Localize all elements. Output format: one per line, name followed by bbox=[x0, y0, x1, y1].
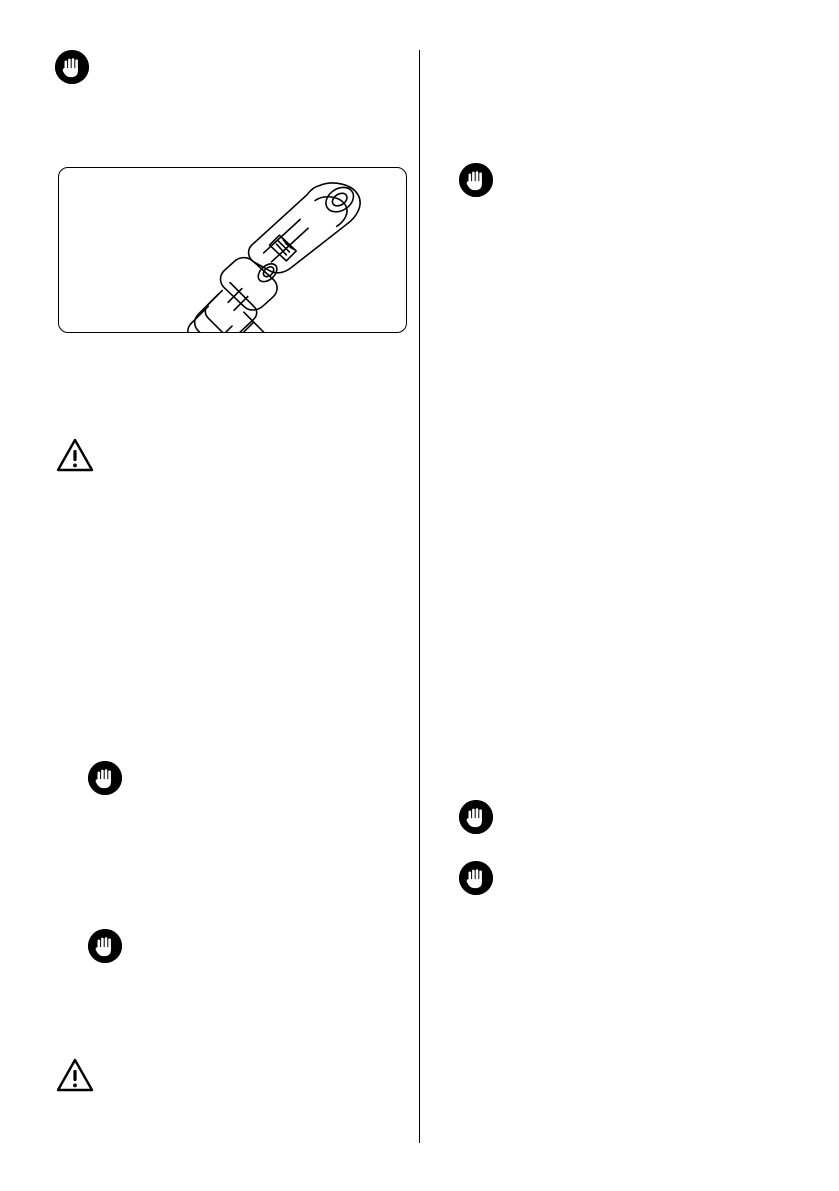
hand-stop-icon bbox=[459, 163, 493, 197]
warning-triangle-icon bbox=[55, 1057, 95, 1093]
hand-stop-icon bbox=[88, 761, 122, 795]
hand-stop-icon bbox=[88, 929, 122, 963]
warning-triangle-icon bbox=[55, 437, 95, 473]
ratchet-tensioner-illustration bbox=[58, 167, 407, 333]
column-divider bbox=[419, 50, 420, 1143]
hand-stop-icon bbox=[459, 861, 493, 895]
hand-stop-icon bbox=[459, 800, 493, 834]
hand-stop-icon bbox=[55, 50, 89, 84]
